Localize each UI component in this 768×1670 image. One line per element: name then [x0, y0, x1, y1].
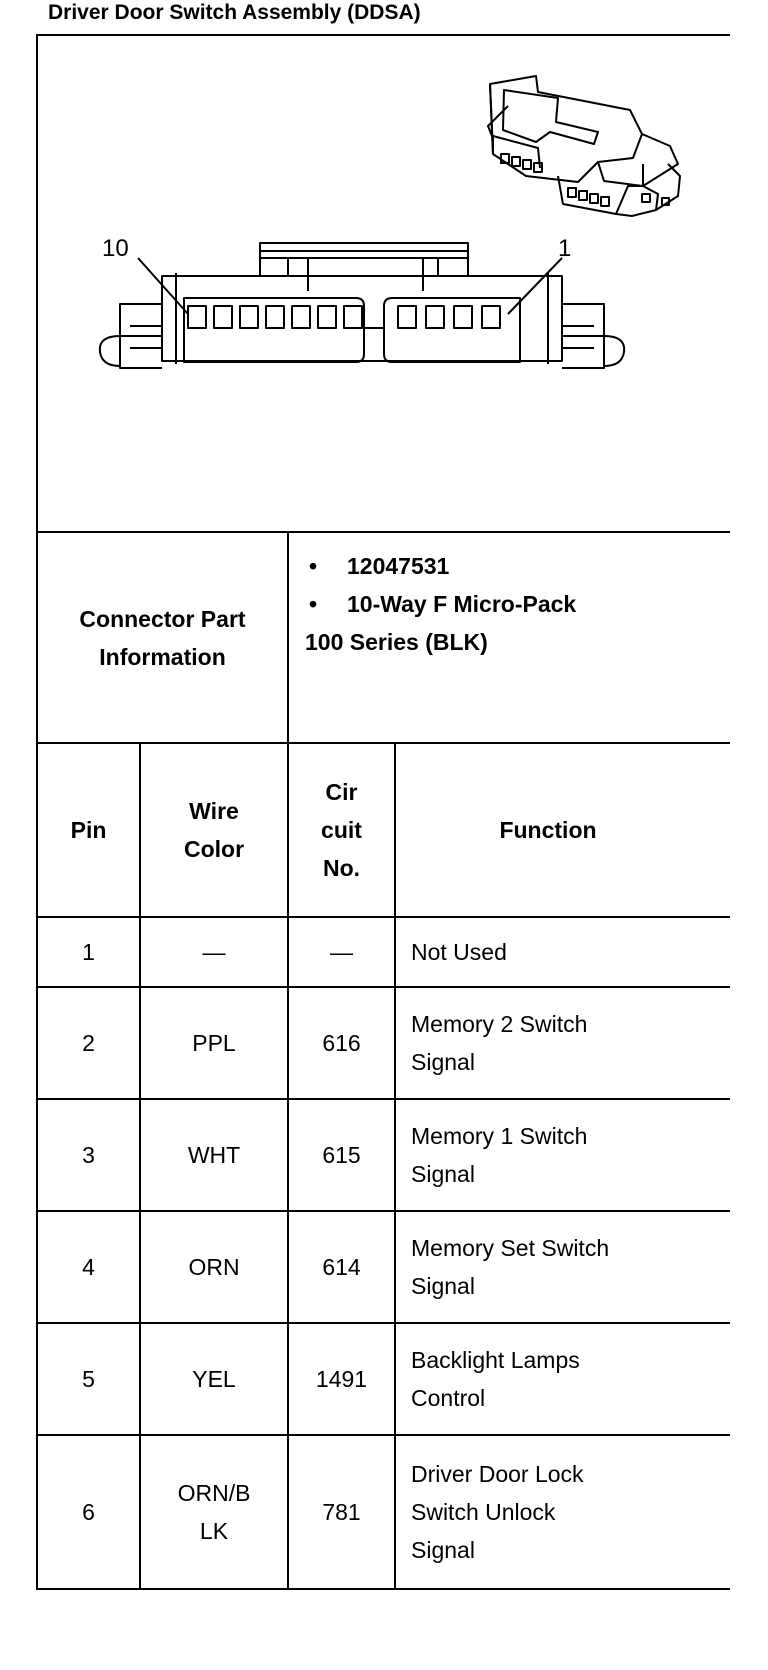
- header-wire-color-text: Wire Color: [183, 798, 245, 862]
- document-title: Driver Door Switch Assembly (DDSA): [48, 1, 421, 24]
- function-cell: [395, 1099, 730, 1211]
- function-cell: [395, 987, 730, 1099]
- pin-cell: 6: [37, 1435, 140, 1589]
- circuit-cell: 614: [288, 1211, 395, 1323]
- connector-figure: [37, 35, 730, 532]
- part-number-line: • 12047531: [305, 547, 730, 585]
- connector-isometric-view: [488, 76, 680, 216]
- pin-cell: 4: [37, 1211, 140, 1323]
- table-header-row: [37, 743, 730, 917]
- circuit-cell: 615: [288, 1099, 395, 1211]
- pin-cell: 3: [37, 1099, 140, 1211]
- pin-cell: 5: [37, 1323, 140, 1435]
- table-row: [37, 1323, 730, 1435]
- pin-1-label: 1: [558, 235, 572, 262]
- connector-info-values: [288, 532, 730, 743]
- circuit-cell: —: [288, 917, 395, 987]
- part-number: 12047531: [347, 553, 450, 579]
- header-function: Function: [395, 743, 730, 917]
- circuit-cell: 616: [288, 987, 395, 1099]
- header-circuit-no: [288, 743, 395, 917]
- pin-10-label: 10: [102, 235, 129, 262]
- circuit-cell: 781: [288, 1435, 395, 1589]
- function-cell: Not Used: [395, 917, 730, 987]
- pin-cell: 2: [37, 987, 140, 1099]
- function-text: Memory Set Switch Signal: [411, 1235, 610, 1299]
- function-text: Memory 1 Switch Signal: [411, 1123, 588, 1187]
- table-row: [37, 1435, 730, 1589]
- table-row: [37, 987, 730, 1099]
- connector-info-label-text: Connector Part Information: [79, 605, 246, 670]
- function-text: Backlight Lamps Control: [411, 1347, 580, 1411]
- table-row: [37, 1211, 730, 1323]
- connector-front-view: [100, 243, 624, 368]
- function-cell: [395, 1323, 730, 1435]
- wire-color-cell: —: [140, 917, 288, 987]
- figure-row: [37, 35, 730, 532]
- circuit-cell: 1491: [288, 1323, 395, 1435]
- table-row: [37, 917, 730, 987]
- wire-color-cell: [140, 1435, 288, 1589]
- header-wire-color: [140, 743, 288, 917]
- header-pin: Pin: [37, 743, 140, 917]
- function-text: Driver Door Lock Switch Unlock Signal: [411, 1461, 584, 1563]
- wire-color-cell: YEL: [140, 1323, 288, 1435]
- table-row: [37, 1099, 730, 1211]
- connector-drawing: [38, 36, 729, 531]
- wire-color-text: ORN/B LK: [177, 1480, 251, 1544]
- function-text: Memory 2 Switch Signal: [411, 1011, 588, 1075]
- connector-info-label: [37, 532, 288, 743]
- function-cell: [395, 1211, 730, 1323]
- header-circuit-no-text: Cir cuit No.: [321, 779, 362, 881]
- connector-type-line: • 10-Way F Micro-Pack: [305, 585, 730, 623]
- pin-cell: 1: [37, 917, 140, 987]
- wire-color-cell: PPL: [140, 987, 288, 1099]
- connector-info-row: [37, 532, 730, 743]
- connector-type: 10-Way F Micro-Pack: [347, 591, 577, 617]
- connector-table: [36, 34, 730, 1590]
- function-cell: [395, 1435, 730, 1589]
- wire-color-cell: WHT: [140, 1099, 288, 1211]
- wire-color-cell: ORN: [140, 1211, 288, 1323]
- connector-series: 100 Series (BLK): [305, 629, 488, 655]
